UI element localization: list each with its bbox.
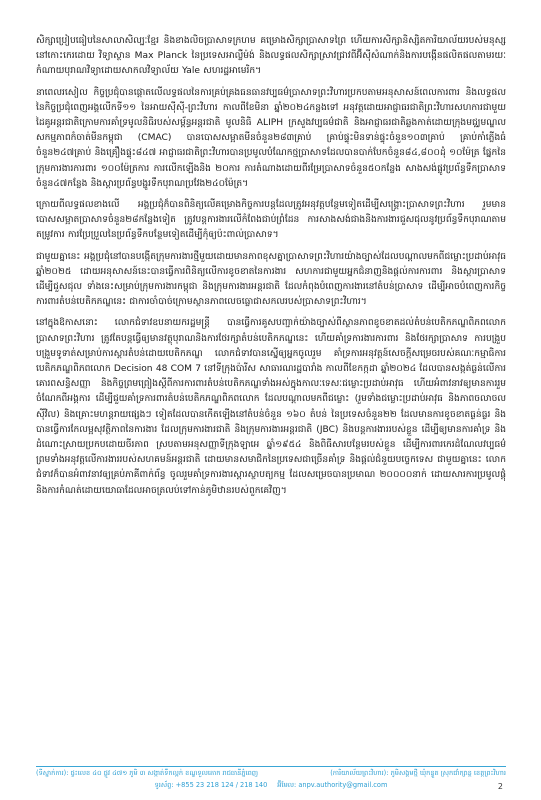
paragraph-5: នៅក្នុងឱកាសនោះ លោកជំទាវឧបនាយករដ្ឋមន្ត្រី បានធ្វើការគូសបញ្ជាក់យ៉ាងច្បាស់ពីស្ថានភាពខូចខាតដល់តំបន់បេតិកភណ្ឌពិភពលោកប្រាសាទព្រះវិហារ ត្រូវតែបន្តធ្វើឲ្យមានវត្ថុបុរាណនិងការថែរក្សាតំបន់បេតិកភណ្ឌនេះ ហើយគាំទ្រការងារការពារ និងថែរក្សាប្រាសាទ ការបង្រួបបង្រួមទូទាត់សម្រាប់ការស្ដារតំបន់ដោយបេតិកភណ្ឌ លោកជំទាវបានស្នើឲ្យអ្នកចូលរួម គាំទ្រការអនុវត្តន៍សេចក្តីសម្រេចរបស់គណៈកម្មាធិការបេតិកភណ្ឌពិភពលោក Decision 48 COM 7 នៅទីក្រុងប៉ារីស សាធារណរដ្ឋបារាំង កាលពីខែកក្កដា ឆ្នាំ២០២៤ ដែលបានសង្កត់ធ្ងន់លើការគោរពសន្ធិសញ្ញា និងកិច្ចព្រមព្រៀងស្ដីពីការការពារតំបន់បេតិកភណ្ឌទាំងអស់ក្នុងកាលៈទេសៈជម្លោះប្រដាប់អាវុធ ហើយអំពាវនាវឲ្យមានការរួមចំណែកពីអង្គការ ដើម្បីជួយគាំទ្រការពារតំបន់បេតិកភណ្ឌពិភពលោក ដែលបណ្ដាលមកពីជម្លោះ (រួមទាំងជម្លោះប្រដាប់អាវុធ និងភាពចលាចលស៊ីវិល) និងគ្រោះមហន្តរាយផ្សេងៗ ទៀតដែលបានកើតឡើងនៅតំបន់ចំនួន ១៦០ តំបន់ នៃប្រទេសចំនួន២២ ដែលមានការខូចខាតធ្ងន់ធ្ងរ និងបានធ្វើការកែលម្អសុវត្ថិភាពនៃការងារ ដែលក្រុមការងារជាតិ និងក្រុមការងារអន្តរជាតិ (JBC) និងបន្តការងាររបស់ខ្លួន ដើម្បីឲ្យមានការគាំទ្រ និងដំណោះស្រាយប្រកបដោយចីរភាព ស្របតាមអនុសញ្ញាទីក្រុងឡាអេ ឆ្នាំ១៩៥៤ និងពិធីសារបន្ថែមរបស់ខ្លួន ដើម្បីការពារកេរដំណែលវប្បធម៌ ព្រមទាំងអនុវត្តលើការងាររបស់សហគមន៍អន្តរជាតិ ដោយមានសមាជិកនៃប្រទេសជាច្រើនគាំទ្រ និងផ្ដល់ជំនួយបច្ចេកទេស ជាមួយគ្នានេះ លោកជំទាវក៏បានអំពាវនាវឲ្យគ្រប់ភាគីពាក់ព័ន្ធ ចូលរួមគាំទ្រការងារស្ដារស្ថាបត្យកម្ម ដែលសម្រេចបានប្រមាណ ២០០០០នាក់ ដោយសារការប្រមូលផ្ដុំ និងការកំណត់ដោយយោធាដែលអាចត្រលប់ទៅកាន់ភូមិឋានរបស់ពួកគេវិញ។ [36,318,506,496]
paragraph-3: ក្រោយពីលទ្ធផលខាងលើ អង្គប្រជុំក៏បានពិនិត្យលើគម្រោងកិច្ចការបន្តដែលត្រូវអនុវត្តបន្ថែមទៀតដើម្បីសង្គ្រោះប្រាសាទព្រះវិហារ រួមមាន បោសសម្អាតប្រាសាទចំនួន២៨កន្លែងទៀត ត្រូវបន្តការងារលើកំពែងជាប់ព្រំដែន ការសាងសង់ជាងនិងការងារជួសជុលនូវប្រព័ន្ធទឹកបុរាណតាមតម្រូវការ ការប្រែប្រួលនៃប្រព័ន្ធទឹកបន្ថែមទៀតដើម្បីកុំឲ្យប៉ះពាល់ប្រាសាទ។ [36,200,506,241]
paragraph-4: ជាមួយគ្នានេះ អង្គប្រជុំនៅបានបង្កើតក្រុមការងារថ្មីមួយដោយមានភាពខុសគ្នាប្រាសាទព្រះវិហារយ៉ាងច្បាស់ដែលបណ្ដាលមកពីជម្លោះប្រដាប់អាវុធឆ្នាំ២០២៥ ដោយអនុសាសន៍នេះបានធ្វើការពិនិត្យលើការខូចខាតនៃការងារ សហការជាមួយអ្នកជំនាញនិងផ្ដល់ការការពារ និងស្ដារប្រាសាទ ដើម្បីជួសជុល ទាំងនេះសម្រាប់ក្រុមការងារកម្ពុជា និងក្រុមការងារអន្តរជាតិ ដែលកំពុងបំពេញការងារនៅតំបន់ប្រាសាទ ដើម្បីអាចបំពេញការកិច្ចការពារតំបន់បេតិកភណ្ឌនេះ ជាការចាំបាច់ក្រោមស្ថានភាពលេចធ្លោជាសកលរបស់ប្រាសាទព្រះវិហារ។ [36,251,506,308]
paragraph-2: នាពេលរសៀល កិច្ចប្រជុំបានផ្ដោតលើលទ្ធផលនៃការគ្រប់គ្រងធនធានវប្បធម៌ប្រាសាទព្រះវិហារប្រកបតាមអនុសាសន៍ពេលការពារ និងលទ្ធផលនៃកិច្ចប្រជុំពេញអង្គលើកទី១១ នៃអាយស៊ីស៊ី-ព្រះវិហារ កាលពីខែមិនា ឆ្នាំ២០២៤កន្លងទៅ អនុវត្តដោយអាជ្ញាធរជាតិព្រះវិហារសហការជាមួយដៃគូអន្តរជាតិក្រោមការគាំទ្រមូលនិធិរបស់សម្ព័ន្ធអន្តរជាតិ មូលនិធិ ALIPH ក្រសួងវប្បធម៌ជាតិ និងអាជ្ញាធរជាតិឆ្លងកាត់ដោយក្រុងមជ្ឈមណ្ឌលសកម្មភាពកំចាត់មីនកម្ពុជា (CMAC) បានបោសសម្អាតមីនចំនួន២៨៣គ្រាប់ គ្រាប់ផ្ទុះមិនទាន់ផ្ទុះចំនួន១០៣គ្រាប់ គ្រាប់កាំភ្លើងធំចំនួន២៤៧គ្រាប់ និងគ្រឿងផ្ទុះ៨៤៧ អាជ្ញាធរជាតិព្រះវិហារបានប្រមូលបំណែកថ្មប្រាសាទដែលបានបាក់បែកចំនួន៨៤,៨០០ដុំ ១០ម៉ែត្រ ផ្នែកនៃក្រុមការងារការពារ ១០០ម៉ែត្រការ ការលើកឡើងនិង ២០ការ ការតំណាងដោយពីរម្រែប្រាសាទចំនួន៥០កន្លែង សាងសង់ផ្លូវប្រព័ន្ធទឹកប្រាសាទចំនួន៤៧កន្លែង និងស្តារប្រព័ន្ធបង្ហូរទឹកបុរាណប្រវែង២៤០ម៉ែត្រ។ [36,87,506,189]
page-footer [36,769,506,790]
footer-phone: ទូរស័ព្ទ: +855 23 218 124 / 218 140 [154,781,268,789]
footer-email[interactable]: អ៊ីមែល: anpv.authority@gmail.com [277,781,388,789]
footer-address: (ទីស្នាក់ការ): ផ្ទះលេខ ៤០ ផ្លូវ ៤៧១ ភូមិ ៣ សង្កាត់ទឹកល្អក់ ខណ្ឌទួលគោក រាជធានីភ្នំពេញ [36,769,259,777]
document-body [36,34,506,505]
footer-divider [36,766,506,767]
paragraph-1: សិក្សាប្រៀបធៀបនៃសាលាសិល្បៈខ្មែរ និងខាងលិចប្រាសាទក្រហម គម្រោងសិក្សាប្រាសាទព្រៃ ហើយការសិក្សានិស្សិតការិយាល័យរបស់មនុស្សនៅកោះកេរដោយ វិទ្យាស្ថាន Max Planck នៃប្រទេសអាល្លឺម៉ង់ និងលទ្ធផលសិក្សាស្រាវជ្រាវពីអ៊ីស៊ីសំណាក់និងការបង្កើនផលិតផលតាមរយៈកំណាយបុរាណវិទ្យាដោយសាកលវិទ្យាល័យ Yale សហរដ្ឋអាមេរិក។ [36,36,506,77]
page-number: 2 [497,782,503,791]
footer-office: (ការិយាល័យព្រះវិហារ): ភូមិសង្គមថ្មី ឃុំកន្ទួត ស្រុកជាំក្សាន្ត ខេត្តព្រះវិហារ [330,769,506,777]
